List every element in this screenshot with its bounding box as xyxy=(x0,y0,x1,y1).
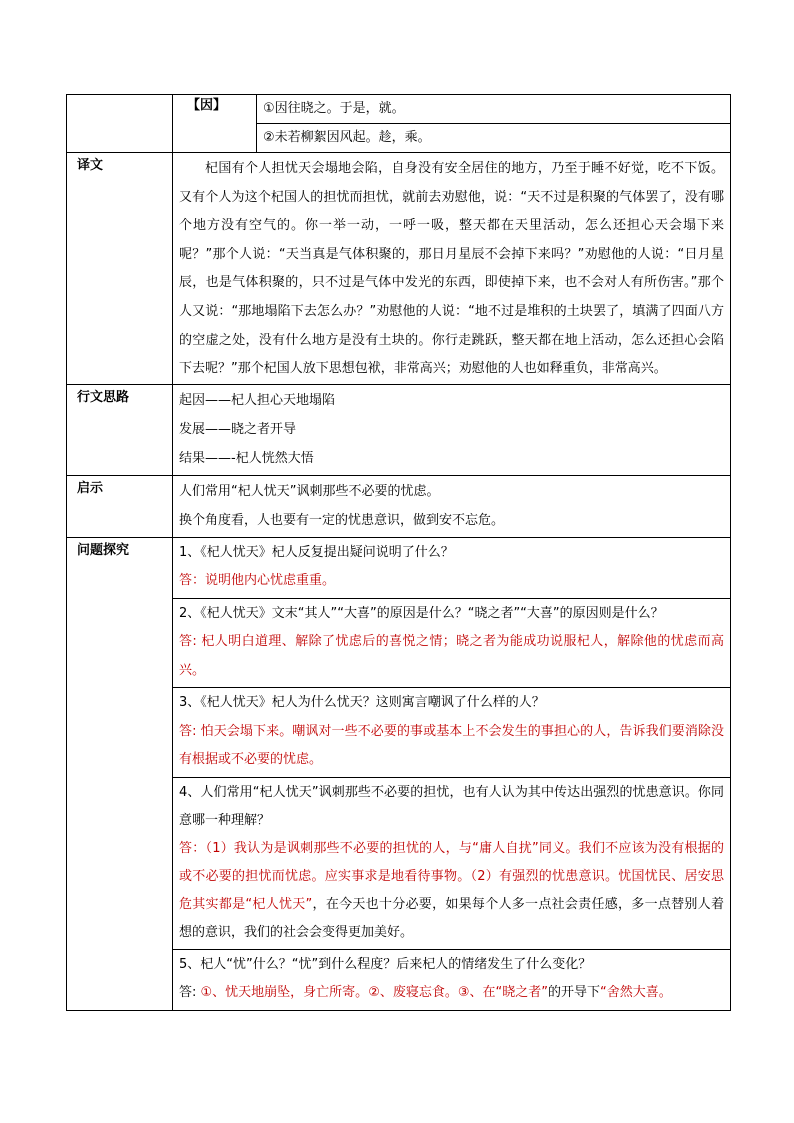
char-definition-2: ②未若柳絮因风起。趁，乘。 xyxy=(257,124,731,153)
structure-line-cause: 起因——杞人担心天地塌陷 xyxy=(179,392,336,408)
char-row-1 xyxy=(67,95,731,124)
question-block-3 xyxy=(173,688,731,778)
answer-5-point-3: ③、在 xyxy=(457,985,496,1001)
char-cell: 【因】 xyxy=(173,95,257,153)
inspiration-row xyxy=(67,475,731,537)
answer-5-point-2: ②、废寝忘食。 xyxy=(368,985,458,1001)
structure-line-result: 结果——-杞人恍然大悟 xyxy=(179,450,314,466)
inspiration-content xyxy=(173,475,731,537)
answer-5-point-5: “舍然大喜。 xyxy=(600,985,672,1001)
structure-label: 行文思路 xyxy=(67,384,173,475)
question-block-1 xyxy=(173,537,731,598)
inspiration-line-2: 换个角度看，人也要有一定的忧患意识，做到安不忘危。 xyxy=(179,512,505,528)
notes-table xyxy=(66,94,731,1011)
question-block-5 xyxy=(173,949,731,1010)
inquiry-row-1 xyxy=(67,537,731,598)
question-4: 4、人们常用“杞人忧天”讽刺那些不必要的担忧，也有人认为其中传达出强烈的忧患意识。你同意哪一种理解？ xyxy=(179,784,724,828)
inquiry-label: 问题探究 xyxy=(67,537,173,1010)
answer-5-point-1: ①、忧天地崩坠，身亡所寄。 xyxy=(200,985,369,1001)
answer-2: 答: 杞人明白道理、解除了忧虑后的喜悦之情；晓之者为能成功说服杞人，解除他的忧虑而高兴。 xyxy=(179,634,724,678)
question-3: 3、《杞人忧天》杞人为什么忧天？这则寓言嘲讽了什么样的人？ xyxy=(179,695,545,711)
translation-label: 译文 xyxy=(67,153,173,385)
answer-5-point-4: 的开导下 xyxy=(547,985,600,1001)
question-1: 1、《杞人忧天》杞人反复提出疑问说明了什么？ xyxy=(179,544,454,560)
structure-line-development: 发展——晓之者开导 xyxy=(179,421,297,437)
question-5: 5、杞人“忧”什么？“忧”到什么程度？后来杞人的情绪发生了什么变化？ xyxy=(179,956,592,972)
answer-4-part-2: ，在今天也十分必要，如果每个人多一点社会责任感，多一点替别人着想的意识，我们的社会会变得更加美好。 xyxy=(179,896,724,940)
answer-5-prefix: 答: xyxy=(179,985,197,1001)
structure-content xyxy=(173,384,731,475)
question-block-2 xyxy=(173,598,731,688)
structure-row xyxy=(67,384,731,475)
question-2: 2、《杞人忧天》文末“其人”“大喜”的原因是什么？“晓之者”“大喜”的原因则是什么？ xyxy=(179,605,664,621)
translation-text: 杞国有个人担忧天会塌地会陷，自身没有安全居住的地方，乃至于睡不好觉，吃不下饭。又有个人为这个杞国人的担忧而担忧，就前去劝慰他，说：“天不过是积聚的气体罢了，没有哪个地方没有空气的。你一举一动，一呼一吸，整天都在天里活动，怎么还担心天会塌下来呢？”那个人说：“天当真是气体积聚的，那日月星辰不会掉下来吗？”劝慰他的人说：“日月星辰，也是气体积聚的，只不过是气体中发光的东西，即使掉下来，也不会对人有所伤害。”那个人又说：“那地塌陷下去怎么办？”劝慰他的人说：“地不过是堆积的土块罢了，填满了四面八方的空虚之处，没有什么地方是没有土块的。你行走跳跃，整天都在地上活动，怎么还担心会陷下去呢？”那个杞国人放下思想包袱，非常高兴；劝慰他的人也如释重负，非常高兴。 xyxy=(173,153,731,385)
empty-label-cell xyxy=(67,95,173,153)
inspiration-line-1: 人们常用“杞人忧天”讽刺那些不必要的忧虑。 xyxy=(179,483,440,499)
answer-3: 答: 怕天会塌下来。嘲讽对一些不必要的事或基本上不会发生的事担心的人，告诉我们要消除没有根据或不必要的忧虑。 xyxy=(179,723,724,768)
answer-5 xyxy=(179,979,724,1008)
answer-4-part-1: 答：（1）我认为是讽刺那些不必要的担忧的人，与“庸人自扰”同义。我们不应该为没有根据的或不必要的担忧而忧虑。应实事求是地看待事物。（2）有强烈的忧患意识。忧国忧民、居安思危其实都是 xyxy=(179,840,724,912)
translation-row xyxy=(67,153,731,385)
question-block-4 xyxy=(173,777,731,949)
answer-5-quote: “晓之者” xyxy=(495,985,548,1001)
answer-4 xyxy=(179,835,724,947)
answer-1: 答：说明他内心忧虑重重。 xyxy=(179,573,336,589)
char-definition-1: ①因往晓之。于是，就。 xyxy=(257,95,731,124)
answer-4-quote: “杞人忧天” xyxy=(245,896,313,912)
inspiration-label: 启示 xyxy=(67,475,173,537)
